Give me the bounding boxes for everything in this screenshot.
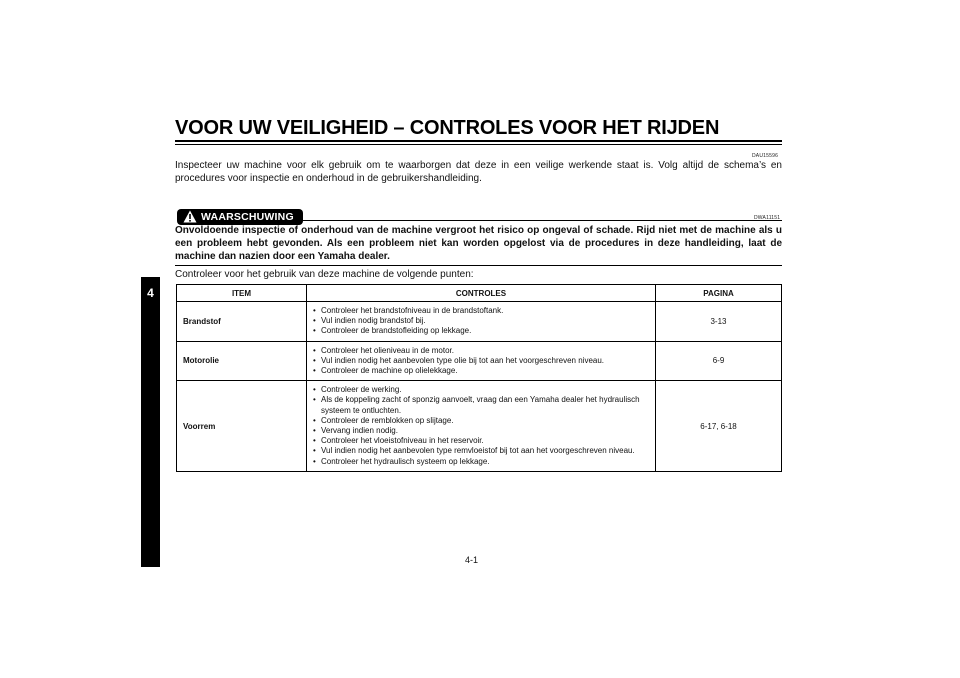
header-item: ITEM bbox=[177, 285, 307, 302]
check-text: Vul indien nodig brandstof bij. bbox=[321, 316, 426, 326]
table-header-row bbox=[177, 285, 782, 302]
check-list-item bbox=[313, 385, 651, 395]
check-list bbox=[313, 346, 651, 377]
warning-triangle-icon bbox=[183, 210, 197, 223]
bullet-icon: • bbox=[313, 306, 316, 315]
bullet-icon: • bbox=[313, 395, 316, 405]
cell-page: 3-13 bbox=[656, 302, 782, 342]
check-list-item bbox=[313, 446, 651, 456]
cell-item: Motorolie bbox=[177, 341, 307, 381]
check-list-item bbox=[313, 416, 651, 426]
page-title: VOOR UW VEILIGHEID – CONTROLES VOOR HET RIJDEN bbox=[175, 117, 720, 139]
reference-code: DAU15596 bbox=[752, 153, 779, 159]
check-text: Controleer de werking. bbox=[321, 385, 402, 395]
chapter-tab: 4 bbox=[141, 277, 160, 567]
check-list-item bbox=[313, 346, 651, 356]
check-text: Controleer het hydraulisch systeem op lekkage. bbox=[321, 456, 490, 466]
bullet-icon: • bbox=[313, 345, 316, 355]
check-text: Controleer de remblokken op slijtage. bbox=[321, 415, 454, 425]
warning-label: WAARSCHUWING bbox=[201, 211, 294, 223]
check-text: Controleer de brandstofleiding op lekkage. bbox=[321, 326, 472, 336]
check-list-item bbox=[313, 366, 651, 376]
bullet-icon: • bbox=[313, 446, 316, 456]
bullet-icon: • bbox=[313, 326, 316, 336]
header-checks: CONTROLES bbox=[307, 285, 656, 302]
check-list bbox=[313, 306, 651, 337]
check-list-item bbox=[313, 306, 651, 316]
warning-code: DWA11151 bbox=[754, 215, 781, 221]
check-text: Vul indien nodig het aanbevolen type olie bij tot aan het voorgeschreven niveau. bbox=[321, 355, 605, 365]
check-list-item bbox=[313, 316, 651, 326]
check-list-item bbox=[313, 426, 651, 436]
check-list-item bbox=[313, 326, 651, 336]
cell-checks bbox=[307, 341, 656, 381]
check-list-item bbox=[313, 436, 651, 446]
check-text: Controleer de machine op olielekkage. bbox=[321, 366, 458, 376]
checklist-lead: Controleer voor het gebruik van deze machine de volgende punten: bbox=[175, 269, 474, 280]
warning-end-rule bbox=[175, 265, 782, 266]
bullet-icon: • bbox=[313, 426, 316, 436]
check-text: Controleer het olieniveau in de motor. bbox=[321, 345, 454, 355]
check-text: Als de koppeling zacht of sponzig aanvoelt, vraag dan een Yamaha dealer het hydraulisch systeem te ontluchten. bbox=[321, 395, 640, 415]
table-row bbox=[177, 341, 782, 381]
bullet-icon: • bbox=[313, 456, 316, 466]
check-text: Controleer het brandstofniveau in de brandstoftank. bbox=[321, 306, 504, 315]
warning-header-rule bbox=[303, 220, 782, 221]
check-list-item bbox=[313, 457, 651, 467]
title-rule-thin bbox=[175, 144, 782, 145]
cell-checks bbox=[307, 381, 656, 472]
cell-item: Brandstof bbox=[177, 302, 307, 342]
check-list-item bbox=[313, 356, 651, 366]
check-list-item bbox=[313, 395, 651, 415]
cell-page: 6-9 bbox=[656, 341, 782, 381]
bullet-icon: • bbox=[313, 366, 316, 376]
page-number: 4-1 bbox=[465, 555, 479, 565]
pre-ride-checks-table bbox=[176, 284, 782, 472]
table-row bbox=[177, 302, 782, 342]
warning-text: Onvoldoende inspectie of onderhoud van de machine vergroot het risico op ongeval of schade. Rijd niet met de machine als u een probleem hebt gevonden. Als een probleem niet kan worden opgelost via de procedures in deze handleiding, laat de machine dan nazien door een Yamaha dealer. bbox=[175, 225, 782, 262]
check-text: Vervang indien nodig. bbox=[321, 426, 398, 436]
cell-checks bbox=[307, 302, 656, 342]
bullet-icon: • bbox=[313, 415, 316, 425]
warning-badge bbox=[177, 209, 303, 225]
title-rule bbox=[175, 140, 782, 142]
header-page: PAGINA bbox=[656, 285, 782, 302]
check-text: Controleer het vloeistofniveau in het reservoir. bbox=[321, 436, 484, 446]
table-body bbox=[177, 302, 782, 472]
check-list bbox=[313, 385, 651, 467]
table-row bbox=[177, 381, 782, 472]
bullet-icon: • bbox=[313, 355, 316, 365]
bullet-icon: • bbox=[313, 316, 316, 326]
intro-paragraph: Inspecteer uw machine voor elk gebruik om te waarborgen dat deze in een veilige werkende staat is. Volg altijd de schema’s en procedures voor inspectie en onderhoud in de gebruikershandleiding. bbox=[175, 160, 782, 184]
bullet-icon: • bbox=[313, 436, 316, 446]
cell-page: 6-17, 6-18 bbox=[656, 381, 782, 472]
check-text: Vul indien nodig het aanbevolen type remvloeistof bij tot aan het voorgeschreven niveau. bbox=[321, 446, 635, 456]
bullet-icon: • bbox=[313, 385, 316, 395]
cell-item: Voorrem bbox=[177, 381, 307, 472]
